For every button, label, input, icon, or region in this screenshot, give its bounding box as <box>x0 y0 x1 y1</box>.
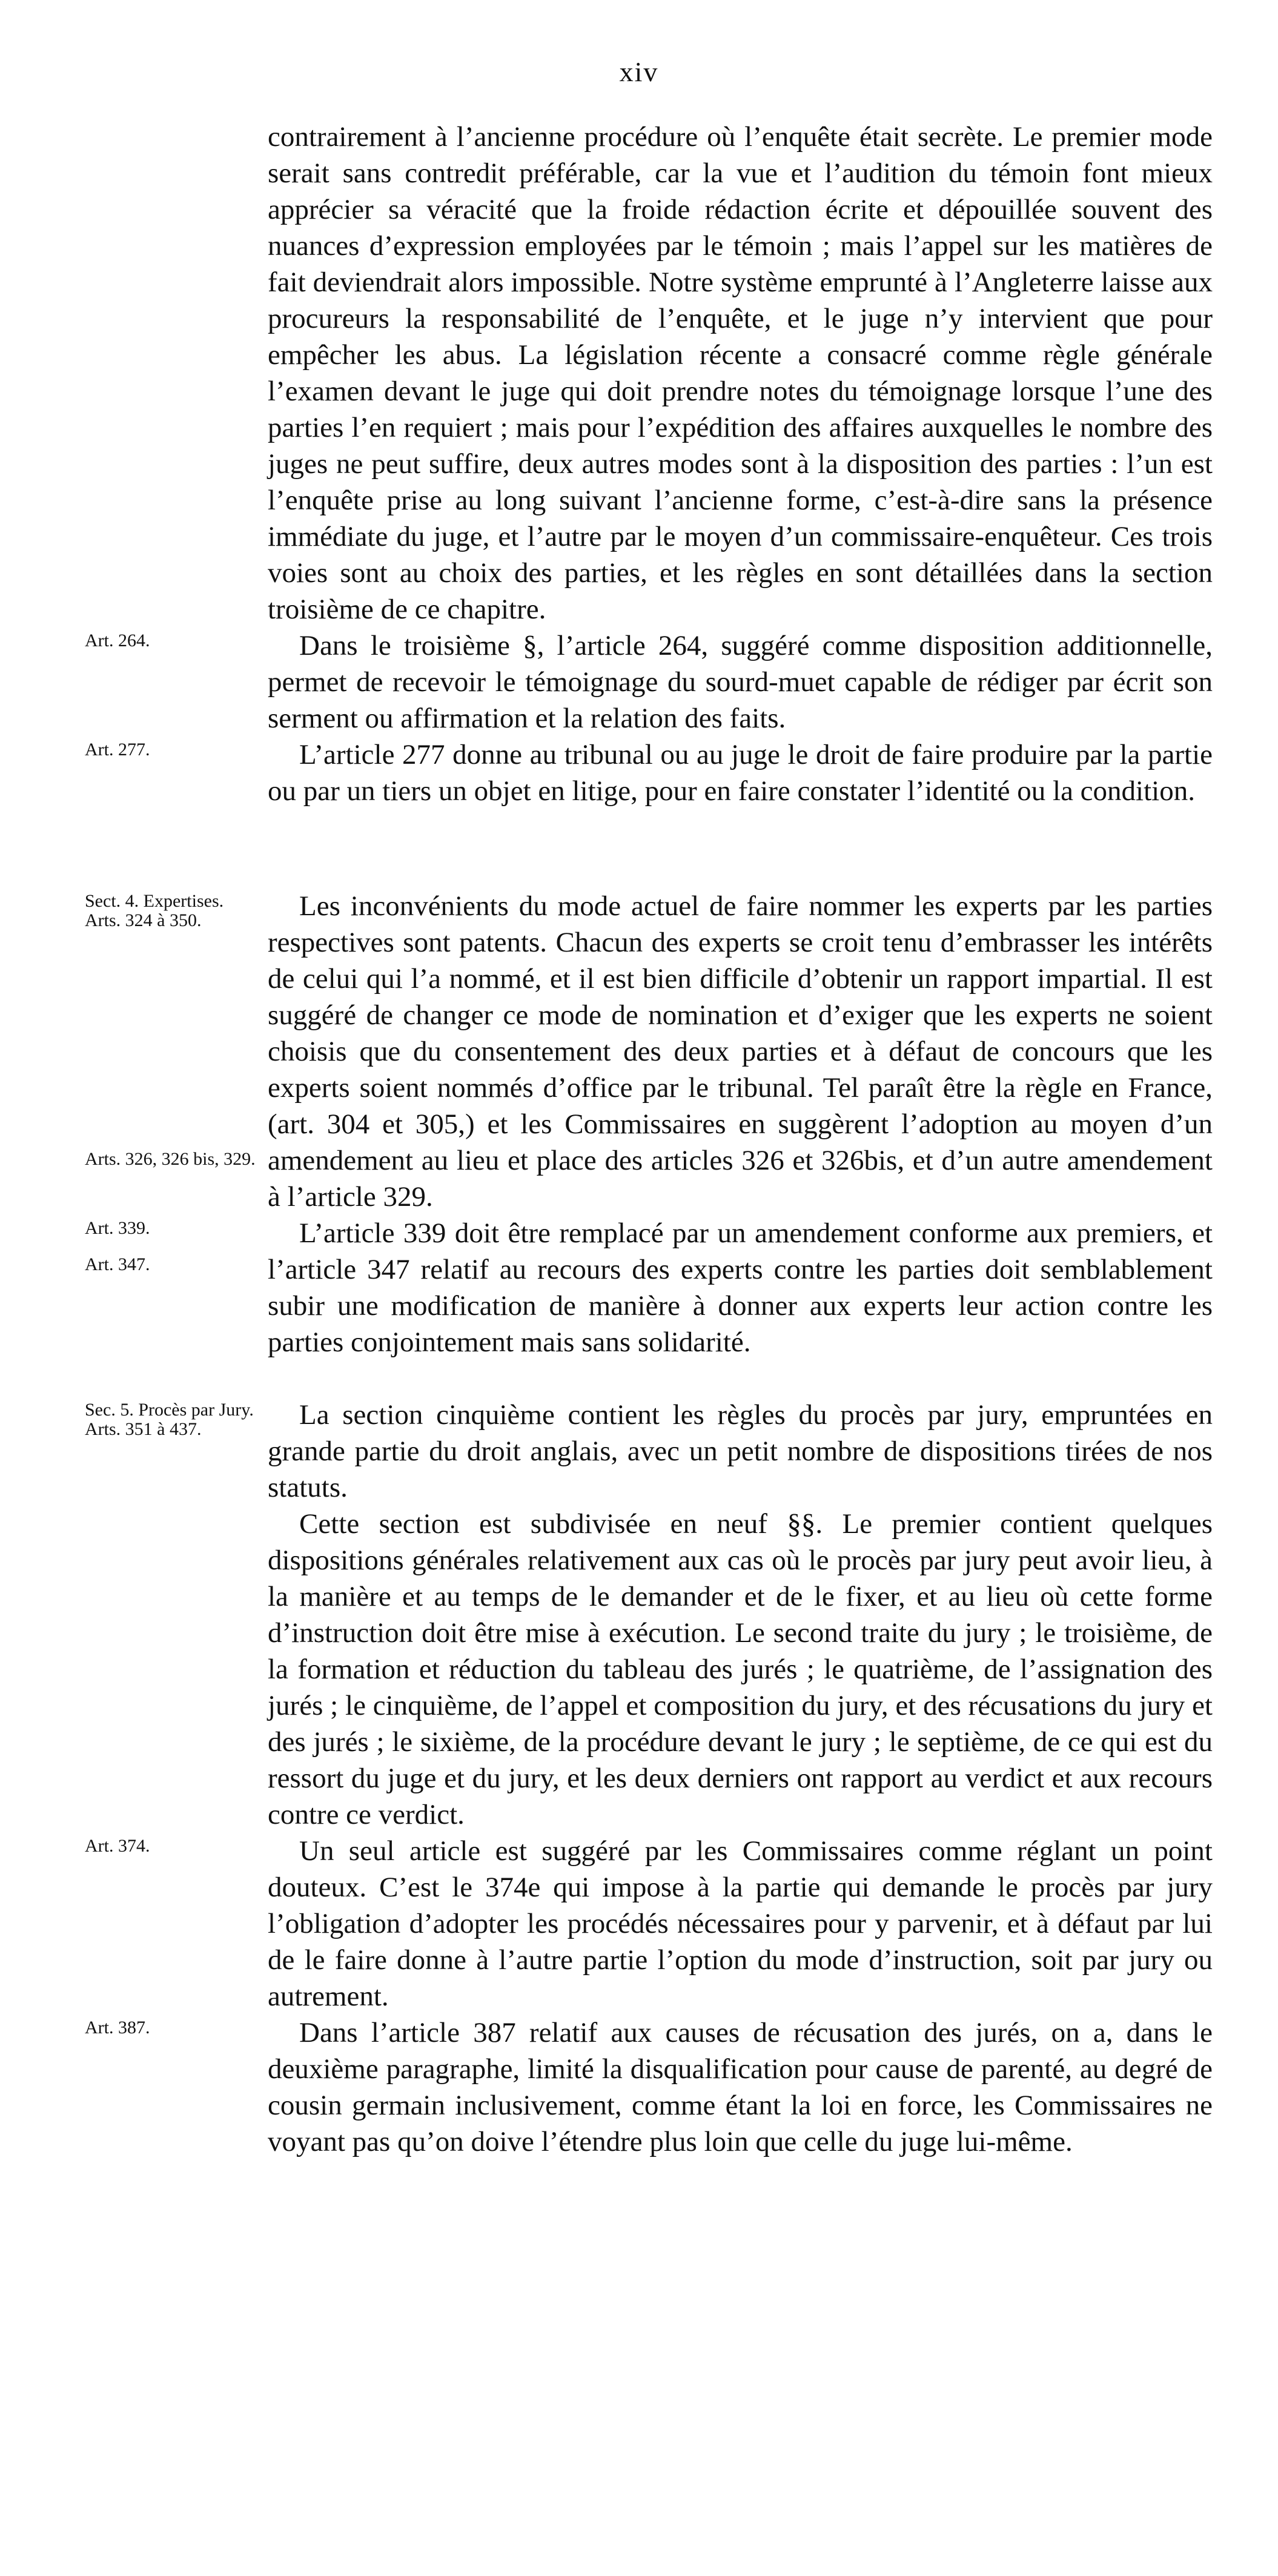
paragraph-text: Un seul article est suggéré par les Commissaires comme réglant un point douteux. C’est le 374e qui impose à la partie qui demande le procès par jury l’obligation d’adopter les procédés nécessaires pour y parvenir, et à défaut par lui de le faire donne à l’autre partie l’option du mode d’instruction, soit par jury ou autrement. <box>268 1835 1213 2012</box>
paragraph-text: L’article 339 doit être remplacé par un amendement conforme aux premiers, et l’article 347 relatif au recours des experts contre les parties doit semblablement subir une modification de manière à donner aux experts leur action contre les parties conjointement mais sans solidarité. <box>268 1217 1213 1358</box>
paragraph-text: Dans l’article 387 relatif aux causes de récusation des jurés, on a, dans le deuxième paragraphe, limité la disqualification pour cause de parenté, au degré de cousin germain inclusivement, comme étant la loi en force, les Commissaires ne voyant pas qu’on doive l’étendre plus loin que celle du juge lui-même. <box>268 2017 1213 2157</box>
margin-note: Art. 277. <box>85 740 150 760</box>
paragraph-subdivision <box>0 1506 1278 1833</box>
paragraph-art-339 <box>0 1215 1278 1360</box>
paragraph-text <box>85 2015 1213 2160</box>
margin-note: Art. 339. <box>85 1218 150 1238</box>
margin-note: Art. 347. <box>85 1254 150 1274</box>
paragraph-text <box>85 737 1213 809</box>
margin-note: Art. 264. <box>85 631 150 651</box>
paragraph-art-277 <box>0 737 1278 809</box>
paragraph-art-374 <box>0 1833 1278 2015</box>
paragraph-text: Dans le troisième §, l’article 264, suggéré comme disposition additionnelle, permet de recevoir le témoignage du sourd-muet capable de rédiger par écrit son serment ou affirmation et la relation des faits. <box>268 630 1213 734</box>
paragraph-text <box>85 627 1213 737</box>
paragraph-text <box>85 888 1213 1215</box>
paragraph-text: L’article 277 donne au tribunal ou au juge le droit de faire produire par la partie ou par un tiers un objet en litige, pour en faire constater l’identité ou la condition. <box>268 739 1213 807</box>
paragraph-art-387 <box>0 2015 1278 2160</box>
margin-note: Sect. 4. Expertises. Arts. 324 à 350. <box>85 891 224 930</box>
page-body <box>0 119 1278 2160</box>
paragraph-text: La section cinquième contient les règles du procès par jury, empruntées en grande partie du droit anglais, avec un petit nombre de dispositions tirées de nos statuts. <box>268 1399 1213 1503</box>
margin-note: Art. 387. <box>85 2018 150 2038</box>
margin-note: Arts. 326, 326 bis, 329. <box>85 1149 256 1169</box>
paragraph-art-264 <box>0 627 1278 737</box>
paragraph-text <box>85 1833 1213 2015</box>
paragraph-text: contrairement à l’ancienne procédure où l’enquête était secrète. Le premier mode serait sans contredit préférable, car la vue et l’audition du témoin font mieux apprécier sa véracité que la froide rédaction écrite et dépouillée souvent des nuances d’expression employées par le témoin ; mais l’appel sur les matières de fait deviendrait alors impossible. Notre système emprunté à l’Angleterre laisse aux procureurs la responsabilité de l’enquête, et le juge n’y intervient que pour empêcher les abus. La législation récente a consacré comme règle générale l’examen devant le juge qui doit prendre notes du témoignage lorsque l’une des parties l’en requiert ; mais pour l’expédition des affaires auxquelles le nombre des juges ne peut suffire, deux autres modes sont à la disposition des parties : l’un est l’enquête prise au long suivant l’ancienne forme, c’est-à-dire sans la présence immédiate du juge, et l’autre par le moyen d’un commissaire-enquêteur. Ces trois voies sont au choix des parties, et les règles en sont détaillées dans la section troisième de ce chapitre. <box>268 121 1213 625</box>
paragraph-proces-par-jury <box>0 1397 1278 1506</box>
paragraph-text <box>85 1397 1213 1506</box>
margin-note: Art. 374. <box>85 1836 150 1856</box>
paragraph-text <box>85 1215 1213 1360</box>
paragraph-enquete-continued <box>0 119 1278 627</box>
paragraph-text: Cette section est subdivisée en neuf §§. Le premier contient quelques dispositions générales relativement aux cas où le procès par jury peut avoir lieu, à la manière et au temps de le demander et de le fixer, et au lieu où cette forme d’instruction doit être mise à exécution. Le second traite du jury ; le troisième, de la formation et réduction du tableau des jurés ; le quatrième, de l’assignation des jurés ; le cinquième, de l’appel et composition du jury, et des récusations du jury et des jurés ; le sixième, de la procédure devant le jury ; le septième, de ce qui est du ressort du juge et du jury, et les deux derniers ont rapport au verdict et aux recours contre ce verdict. <box>268 1508 1213 1830</box>
paragraph-expertises <box>0 888 1278 1215</box>
margin-note: Sec. 5. Procès par Jury. Arts. 351 à 437. <box>85 1400 254 1439</box>
page-number: xiv <box>619 56 659 87</box>
paragraph-text: Les inconvénients du mode actuel de faire nommer les experts par les parties respectives sont patents. Chacun des experts se croit tenu d’embrasser les intérêts de celui qui l’a nommé, et il est bien difficile d’obtenir un rapport impartial. Il est suggéré de changer ce mode de nomination et d’exiger que les experts ne soient choisis que du consentement des deux parties et à défaut de concours que les experts soient nommés d’office par le tribunal. Tel paraît être la règle en France, (art. 304 et 305,) et les Commissaires en suggèrent l’adoption au moyen d’un amendement au lieu et place des articles 326 et 326bis, et d’un autre amendement à l’article 329. <box>268 890 1213 1213</box>
